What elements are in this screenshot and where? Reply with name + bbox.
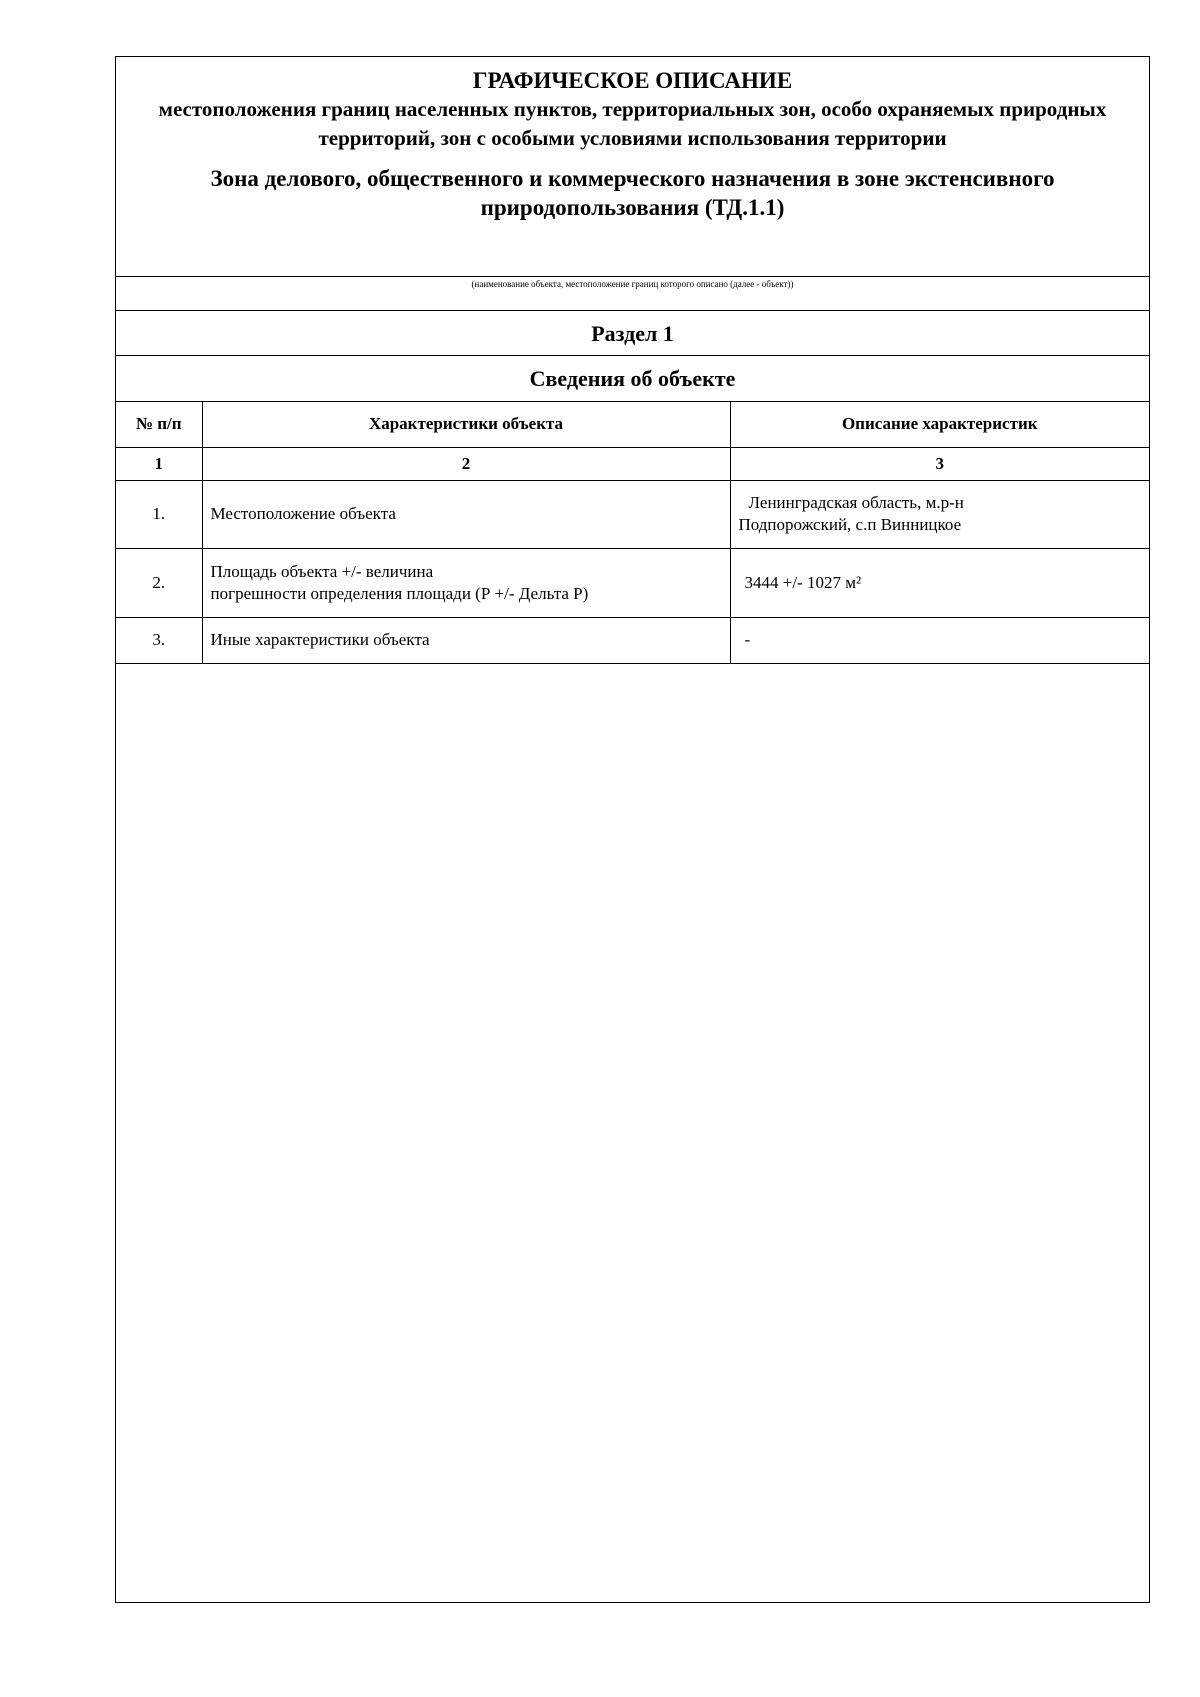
row-characteristic: Местоположение объекта <box>202 480 730 548</box>
header-description: Описание характеристик <box>730 402 1149 447</box>
row-number: 1. <box>116 480 202 548</box>
row-characteristic: Иные характеристики объекта <box>202 617 730 663</box>
characteristic-line: погрешности определения площади (Р +/- Дельта Р) <box>210 583 589 603</box>
object-info-table <box>116 402 1149 664</box>
row-number: 3. <box>116 617 202 663</box>
row-description <box>730 480 1149 548</box>
row-number: 2. <box>116 548 202 617</box>
description-line: Ленинградская область, м.р-н <box>748 493 964 512</box>
row-description: - <box>730 617 1149 663</box>
document-subtitle: местоположения границ населенных пунктов, территориальных зон, особо охраняемых природных территорий, зон с особыми условиями использования территории <box>158 97 1107 150</box>
column-number: 1 <box>116 447 202 480</box>
object-name: Зона делового, общественного и коммерческого назначения в зоне экстенсивного природопользования (ТД.1.1) <box>210 166 1055 220</box>
column-number-row <box>116 447 1149 480</box>
column-number: 3 <box>730 447 1149 480</box>
characteristic-line: Площадь объекта +/- величина <box>210 561 434 581</box>
description-line: Подпорожский, с.п Винницкое <box>738 515 962 534</box>
header-number: № п/п <box>116 402 202 447</box>
row-characteristic <box>202 548 730 617</box>
row-description: 3444 +/- 1027 м² <box>730 548 1149 617</box>
document-header <box>116 57 1149 277</box>
section-subtitle: Сведения об объекте <box>116 356 1149 402</box>
document-title: ГРАФИЧЕСКОЕ ОПИСАНИЕ <box>472 68 793 93</box>
header-characteristic: Характеристики объекта <box>202 402 730 447</box>
column-number: 2 <box>202 447 730 480</box>
table-row <box>116 480 1149 548</box>
table-header-row <box>116 402 1149 447</box>
table-row <box>116 548 1149 617</box>
document-frame <box>115 56 1150 1603</box>
object-name-caption: (наименование объекта, местоположение границ которого описано (далее - объект)) <box>116 277 1149 311</box>
section-title: Раздел 1 <box>116 311 1149 356</box>
table-row <box>116 617 1149 663</box>
